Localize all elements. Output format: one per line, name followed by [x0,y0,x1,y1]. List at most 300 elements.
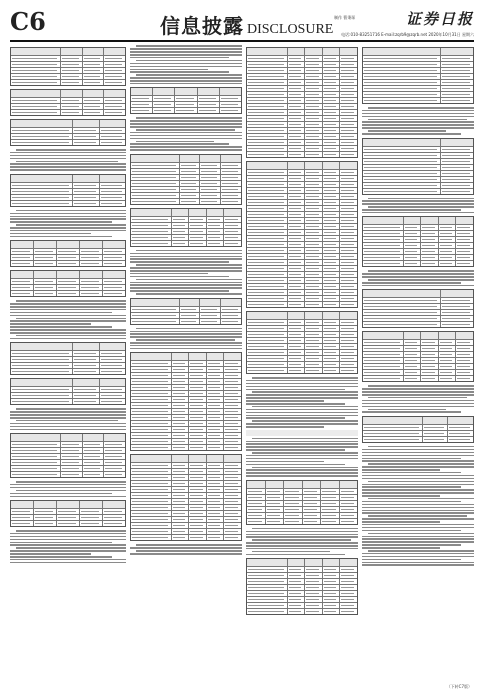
table-cell [221,163,241,168]
table-cell [284,501,303,506]
table-cell [224,223,241,228]
table-cell [11,343,73,350]
text-line [252,539,351,541]
table-cell [303,481,322,488]
text-line [362,478,474,480]
table-cell [83,62,105,67]
table-cell [305,48,323,55]
table-cell [363,171,441,176]
table-row [363,417,473,425]
data-table [246,161,358,308]
continuation-note: （下转C7版） [446,684,472,689]
table-row [11,241,125,249]
text-line [130,77,242,79]
table-cell [340,567,357,572]
table-cell [207,379,225,384]
table-row [11,90,125,98]
table-cell [189,209,207,216]
table-cell [131,96,153,101]
table-cell [189,469,207,474]
table-cell [421,255,439,260]
table-cell [207,517,225,522]
table-cell [100,120,125,127]
table-cell [80,521,103,526]
text-line [362,212,474,214]
table-cell [423,431,449,436]
table-cell [323,62,341,67]
text-line [130,290,229,292]
table-cell [363,159,441,164]
table-cell [103,515,125,520]
table-cell [288,98,306,103]
table-cell [100,369,125,374]
table-cell [100,351,125,356]
table-cell [189,421,207,426]
text-line [362,501,461,503]
table-cell [57,271,80,278]
text-line [362,273,474,275]
table-cell [288,152,306,157]
table-cell [57,501,80,508]
table-cell [323,162,341,169]
table-cell [323,320,341,325]
table-cell [247,344,288,349]
table-cell [207,535,225,540]
text-line [362,492,474,494]
table-cell [80,241,103,248]
table-cell [323,278,341,283]
text-line [10,309,126,311]
table-cell [189,445,207,450]
table-cell [180,307,201,312]
text-line [362,504,474,506]
table-cell [363,68,441,73]
text-line [130,284,242,286]
table-cell [247,495,266,500]
table-cell [305,128,323,133]
table-cell [73,183,99,188]
text-line [362,121,474,123]
text-line [10,323,91,325]
table-cell [340,140,357,145]
table-cell [61,454,83,459]
table-row [131,445,241,450]
table-row [11,201,125,206]
text-line [362,285,474,287]
text-line [130,138,242,140]
text-line [10,213,126,215]
table-cell [189,361,207,366]
section-title-group [160,10,333,36]
table-cell [363,249,404,254]
table-cell [104,68,125,73]
table-cell [247,134,288,139]
table-cell [131,209,172,216]
text-line [10,429,126,431]
table-cell [172,209,190,216]
table-cell [340,134,357,139]
table-cell [207,511,225,516]
table-cell [363,177,441,182]
table-cell [288,230,306,235]
table-cell [305,362,323,367]
table-cell [441,139,473,146]
table-cell [207,241,225,246]
data-table [246,47,358,158]
table-cell [131,223,172,228]
table-cell [323,609,341,614]
table-cell [439,249,457,254]
table-cell [288,134,306,139]
table-cell [441,189,473,194]
table-cell [131,199,180,204]
table-cell [220,102,241,107]
table-cell [323,128,341,133]
page-content [10,44,474,692]
table-cell [247,519,266,524]
table-cell [11,521,34,526]
table-cell [305,296,323,301]
table-cell [175,96,197,101]
table-cell [207,367,225,372]
text-line [252,391,358,393]
text-line [10,166,126,168]
text-line [246,536,358,538]
table-cell [207,529,225,534]
table-cell [456,255,473,260]
table-cell [73,363,99,368]
text-line [16,161,118,163]
table-cell [340,218,357,223]
text-line [136,550,242,552]
table-cell [153,96,175,101]
table-cell [224,421,241,426]
text-line [362,530,461,532]
table-cell [103,271,125,278]
table-cell [288,224,306,229]
text-line [130,48,242,50]
table-cell [104,90,125,97]
table-cell [340,104,357,109]
table-cell [340,603,357,608]
table-cell [247,200,288,205]
table-cell [103,249,125,254]
table-cell [323,194,341,199]
table-cell [305,74,323,79]
table-cell [323,248,341,253]
table-cell [421,261,439,266]
table-cell [305,597,323,602]
table-cell [103,509,125,514]
table-cell [207,455,225,462]
table-cell [340,573,357,578]
editor-credit: 制作 曹秉琛 [334,15,356,20]
text-line [10,544,126,546]
text-line [362,541,474,543]
table-cell [288,302,306,307]
table-cell [323,116,341,121]
table-cell [189,455,207,462]
text-line [246,383,358,385]
text-line [130,256,242,258]
table-cell [172,481,190,486]
table-cell [131,403,172,408]
table-cell [363,346,404,351]
table-cell [363,332,404,339]
data-table [130,352,242,451]
table-cell [221,175,241,180]
data-table [10,174,126,207]
table-cell [180,313,201,318]
text-line [252,406,358,408]
table-cell [131,353,172,360]
table-cell [221,155,241,162]
table-cell [340,248,357,253]
text-line [246,415,358,417]
table-cell [100,201,125,206]
table-cell [247,152,288,157]
text-line [252,528,358,530]
table-cell [439,255,457,260]
table-cell [207,209,225,216]
table-cell [363,183,441,188]
table-cell [323,236,341,241]
table-cell [103,255,125,260]
text-line [362,524,474,526]
table-row [11,271,125,279]
text-line [10,559,126,561]
table-cell [305,170,323,175]
table-cell [131,463,172,468]
table-cell [456,376,473,381]
table-cell [288,56,306,61]
table-cell [421,340,439,345]
table-cell [83,68,105,73]
table-row [247,368,357,373]
table-cell [104,434,125,441]
data-table [10,500,126,527]
table-row [11,175,125,183]
table-cell [323,224,341,229]
table-cell [340,272,357,277]
table-row [131,319,241,324]
table-cell [224,415,241,420]
table-cell [456,249,473,254]
section-heading [246,430,358,436]
table-cell [221,181,241,186]
table-cell [11,363,73,368]
table-cell [207,217,225,222]
table-cell [288,603,306,608]
text-line [246,403,345,405]
table-row [11,521,125,526]
table-cell [340,182,357,187]
table-row [11,472,125,477]
table-cell [131,319,180,324]
table-cell [323,344,341,349]
table-cell [172,463,190,468]
table-cell [423,425,449,430]
table-cell [189,229,207,234]
table-cell [323,86,341,91]
table-cell [247,579,288,584]
table-cell [73,189,99,194]
table-cell [11,351,73,356]
table-cell [340,80,357,85]
table-cell [224,523,241,528]
table-cell [404,332,422,339]
table-cell [288,248,306,253]
table-cell [363,217,404,224]
table-cell [305,338,323,343]
table-cell [247,170,288,175]
text-line [246,464,345,466]
table-cell [73,128,99,133]
table-cell [224,439,241,444]
table-cell [323,152,341,157]
table-cell [224,397,241,402]
table-cell [73,134,99,139]
table-cell [172,455,190,462]
table-cell [340,236,357,241]
text-line [10,556,112,558]
table-cell [288,62,306,67]
text-line [130,253,242,255]
table-cell [247,116,288,121]
table-cell [323,122,341,127]
table-cell [73,201,99,206]
table-cell [131,397,172,402]
text-line [10,562,126,564]
table-row [247,152,357,157]
text-line [246,409,358,411]
text-line [10,332,126,334]
text-line [246,545,358,547]
table-cell [100,175,125,182]
text-line [246,417,345,419]
table-cell [305,176,323,181]
table-cell [441,98,473,103]
table-cell [288,579,306,584]
table-row [247,312,357,320]
table-cell [441,159,473,164]
table-cell [441,92,473,97]
table-cell [247,489,266,494]
table-cell [404,225,422,230]
text-line [368,481,474,483]
table-cell [224,517,241,522]
table-cell [11,56,61,61]
table-cell [34,509,57,514]
table-cell [57,255,80,260]
table-cell [305,206,323,211]
table-cell [288,110,306,115]
table-cell [131,385,172,390]
table-cell [305,573,323,578]
table-cell [456,358,473,363]
table-cell [247,609,288,614]
table-cell [363,62,441,67]
table-cell [57,291,80,296]
text-line [130,331,242,333]
table-cell [247,98,288,103]
table-cell [305,290,323,295]
table-cell [404,340,422,345]
table-cell [363,189,441,194]
table-cell [189,439,207,444]
table-cell [247,80,288,85]
table-cell [305,188,323,193]
text-line [252,420,358,422]
data-table [362,331,474,382]
table-cell [363,255,404,260]
table-cell [421,376,439,381]
table-cell [189,403,207,408]
table-cell [247,236,288,241]
text-line [136,339,235,341]
table-cell [224,403,241,408]
table-cell [305,585,323,590]
table-cell [131,307,180,312]
table-cell [305,104,323,109]
table-cell [224,235,241,240]
table-cell [83,98,105,103]
table-cell [247,104,288,109]
table-cell [340,579,357,584]
table-cell [200,175,221,180]
table-cell [340,86,357,91]
table-cell [323,350,341,355]
text-line [136,45,242,47]
table-cell [288,296,306,301]
table-cell [131,169,180,174]
table-cell [423,417,449,424]
text-line [16,481,126,483]
table-cell [456,364,473,369]
table-cell [180,193,201,198]
table-cell [288,86,306,91]
table-cell [323,110,341,115]
text-line [136,250,242,252]
table-cell [266,519,285,524]
text-line [10,216,126,218]
table-cell [131,499,172,504]
table-cell [247,284,288,289]
table-cell [104,56,125,61]
table-cell [247,272,288,277]
table-cell [340,74,357,79]
table-row [131,353,241,361]
table-cell [131,235,172,240]
table-cell [200,181,221,186]
text-line [130,71,229,73]
table-cell [441,86,473,91]
table-cell [288,356,306,361]
table-cell [340,332,357,337]
table-cell [83,434,105,441]
table-cell [189,391,207,396]
table-cell [323,266,341,271]
text-line [130,135,242,137]
table-cell [207,397,225,402]
table-cell [207,493,225,498]
text-line [246,441,358,443]
table-cell [34,291,57,296]
table-cell [288,218,306,223]
text-line [10,158,126,160]
table-cell [305,278,323,283]
table-cell [323,567,341,572]
